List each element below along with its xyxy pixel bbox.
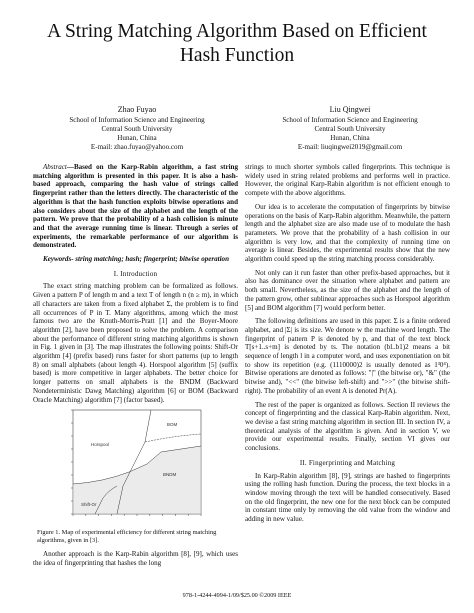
region-label-bndm: BNDM [163, 472, 177, 478]
region-label-bom: BOM [167, 422, 178, 428]
section-2-heading: II. Fingerprinting and Matching [299, 458, 396, 467]
author-1-university: Central South University [101, 125, 173, 133]
figure-1-caption: Figure 1. Map of experimental efficiency for different string matching algorithms, given in [3]. [37, 529, 217, 545]
keywords [33, 255, 238, 264]
figure-1 [33, 406, 238, 528]
page-footer: 978-1-4244-4994-1/09/$25.00 ©2009 IEEE [182, 592, 292, 599]
author-1 [37, 104, 237, 152]
right-paragraph-5: The rest of the paper is organized as follows. Section II reviews the concept of fingerprinting and the classical Karp-Rabin algorithm. Next, we devise a fast string matching algorithm in section III. In section IV, a theoretical analysis of the algorithm is given. And in section V, we provide our experimental results. Finally, section VI gives our conclusions. [245, 400, 450, 453]
keywords-label: Keywords- [43, 255, 74, 264]
paper-title [0, 20, 474, 68]
author-2-university: Central South University [314, 125, 386, 133]
region-label-shift-or: Shift-Or [81, 502, 97, 508]
author-2-city: Hunan, China [330, 134, 370, 142]
right-column [245, 163, 450, 524]
author-1-name: Zhao Fuyao [117, 105, 157, 114]
intro-paragraph-2: Another approach is the Karp-Rabin algorithm [8], [9], which uses the idea of fingerprinting that hashes the long [33, 550, 238, 567]
keywords-text: string matching; hash; fingerprint; bitwise operation [73, 255, 229, 264]
title-line-1: A String Matching Algorithm Based on Efficient [47, 21, 427, 42]
left-column [33, 163, 238, 568]
section-1-heading: I. Introduction [113, 269, 158, 278]
author-2-affiliation: School of Information Science and Engineering [282, 116, 418, 124]
author-2-name: Liu Qingwei [329, 105, 371, 114]
right-paragraph-4: The following definitions are used in this paper. Σ is a finite ordered alphabet, and |Σ| is its size. We denote w the machine word length. The fingerprint of pattern P is denoted by p, and that of the text block T[s+1..s+m] is denoted by ts. The notation (bl..b1)2 means a bit sequence of length l in a computer word, and uses exponentiation on bit to show its repetition (e.g. (1110000)2 is usually denoted as 1³0⁴). Bitwise operations are denoted as follows: "|" (the bitwise or), "&" (the bitwise and), "<<" (the bitwise left-shift) and ">>" (the bitwise shift-right). The probability of an event A is denoted Pr(A). [245, 317, 450, 395]
author-2-email: E-mail: liuqingwei2019@gmail.com [297, 143, 403, 151]
author-1-email: E-mail: zhao.fuyao@yahoo.com [90, 143, 184, 151]
right-paragraph-3: Not only can it run faster than other prefix-based approaches, but it also has dominance over the situation where alphabet and pattern are both small. Nevertheless, as the size of the alphabet and the length of the pattern grow, other sublinear approaches such as Horspool algorithm [5] and BOM algorithm [7] would perform better. [245, 268, 450, 312]
right-paragraph-2: Our idea is to accelerate the computation of fingerprints by bitwise operations on the basis of Karp-Rabin algorithm. Meanwhile, the pattern length and the alphabet size are also made use of to modulate the hash parameters. We prove that the probability of a hash collision in our algorithm is very low, and that the complexity of running time on average is linear. Besides, the experimental results show that the new algorithm could speed up the string matching process considerably. [245, 202, 450, 264]
right-paragraph-1: strings to much shorter symbols called fingerprints. This technique is widely used in string related problems and performs well in practice. However, the original Karp-Rabin algorithm is not efficient enough to compete with the above algorithms. [245, 163, 450, 198]
right-paragraph-6: In Karp-Rabin algorithm [8], [9], strings are hashed to fingerprints using the rolling hash function. During the process, the text blocks in a window moving through the text will be handled consecutively. Based on the old fingerprint, the new one for the next block can be computed in constant time only by removing the old value from the window and adding in new value. [245, 471, 450, 524]
intro-paragraph-1: The exact string matching problem can be formalized as follows. Given a pattern P of length m and a text T of length n (n ≥ m), in which all characters are taken from a fixed alphabet Σ, the problem is to find all occurrences of P in T. Many algorithms, among which the most famous two are the Knuth-Morris-Pratt [1] and the Boyer-Moore algorithm [2], have been proposed to solve the problem. A comparison about the performance of different string matching algorithms is shown in Fig. 1 given in [3]. The map illustrates the following points: Shift-Or algorithm [4] (prefix based) runs faster for short patterns (up to length 8) on small alphabets (about length 4). Horspool algorithm [5] (suffix based) is more competitive in larger alphabets. The better choice for longer patterns on small alphabets is the BNDM (Backward Nondeterministic Dawg Matching) algorithm [6] or BOM (Backward Oracle Matching) algorithm [7] (factor based). [33, 282, 238, 404]
abstract-text: —Based on the Karp-Rabin algorithm, a fast string matching algorithm is presented in this paper. It is also a hash-based approach, comparing the hash value of strings called fingerprint rather than the letters directly. The characteristic of the algorithm is that the hash function exploits bitwise operations and also considers about the size of the alphabet and the length of the pattern. We prove that the probability of a hash collision is minute and that the average running time is linear. Through a series of experiments, the remarkable performance of our algorithm is demonstrated. [33, 163, 238, 250]
title-line-2: Hash Function [179, 45, 295, 66]
abstract-label: Abstract [43, 163, 67, 171]
author-1-affiliation: School of Information Science and Engineering [69, 116, 205, 124]
abstract [33, 163, 238, 250]
efficiency-map-chart [33, 406, 238, 528]
author-2 [250, 104, 450, 152]
region-label-horspool: Horspool [91, 442, 110, 448]
author-1-city: Hunan, China [117, 134, 157, 142]
